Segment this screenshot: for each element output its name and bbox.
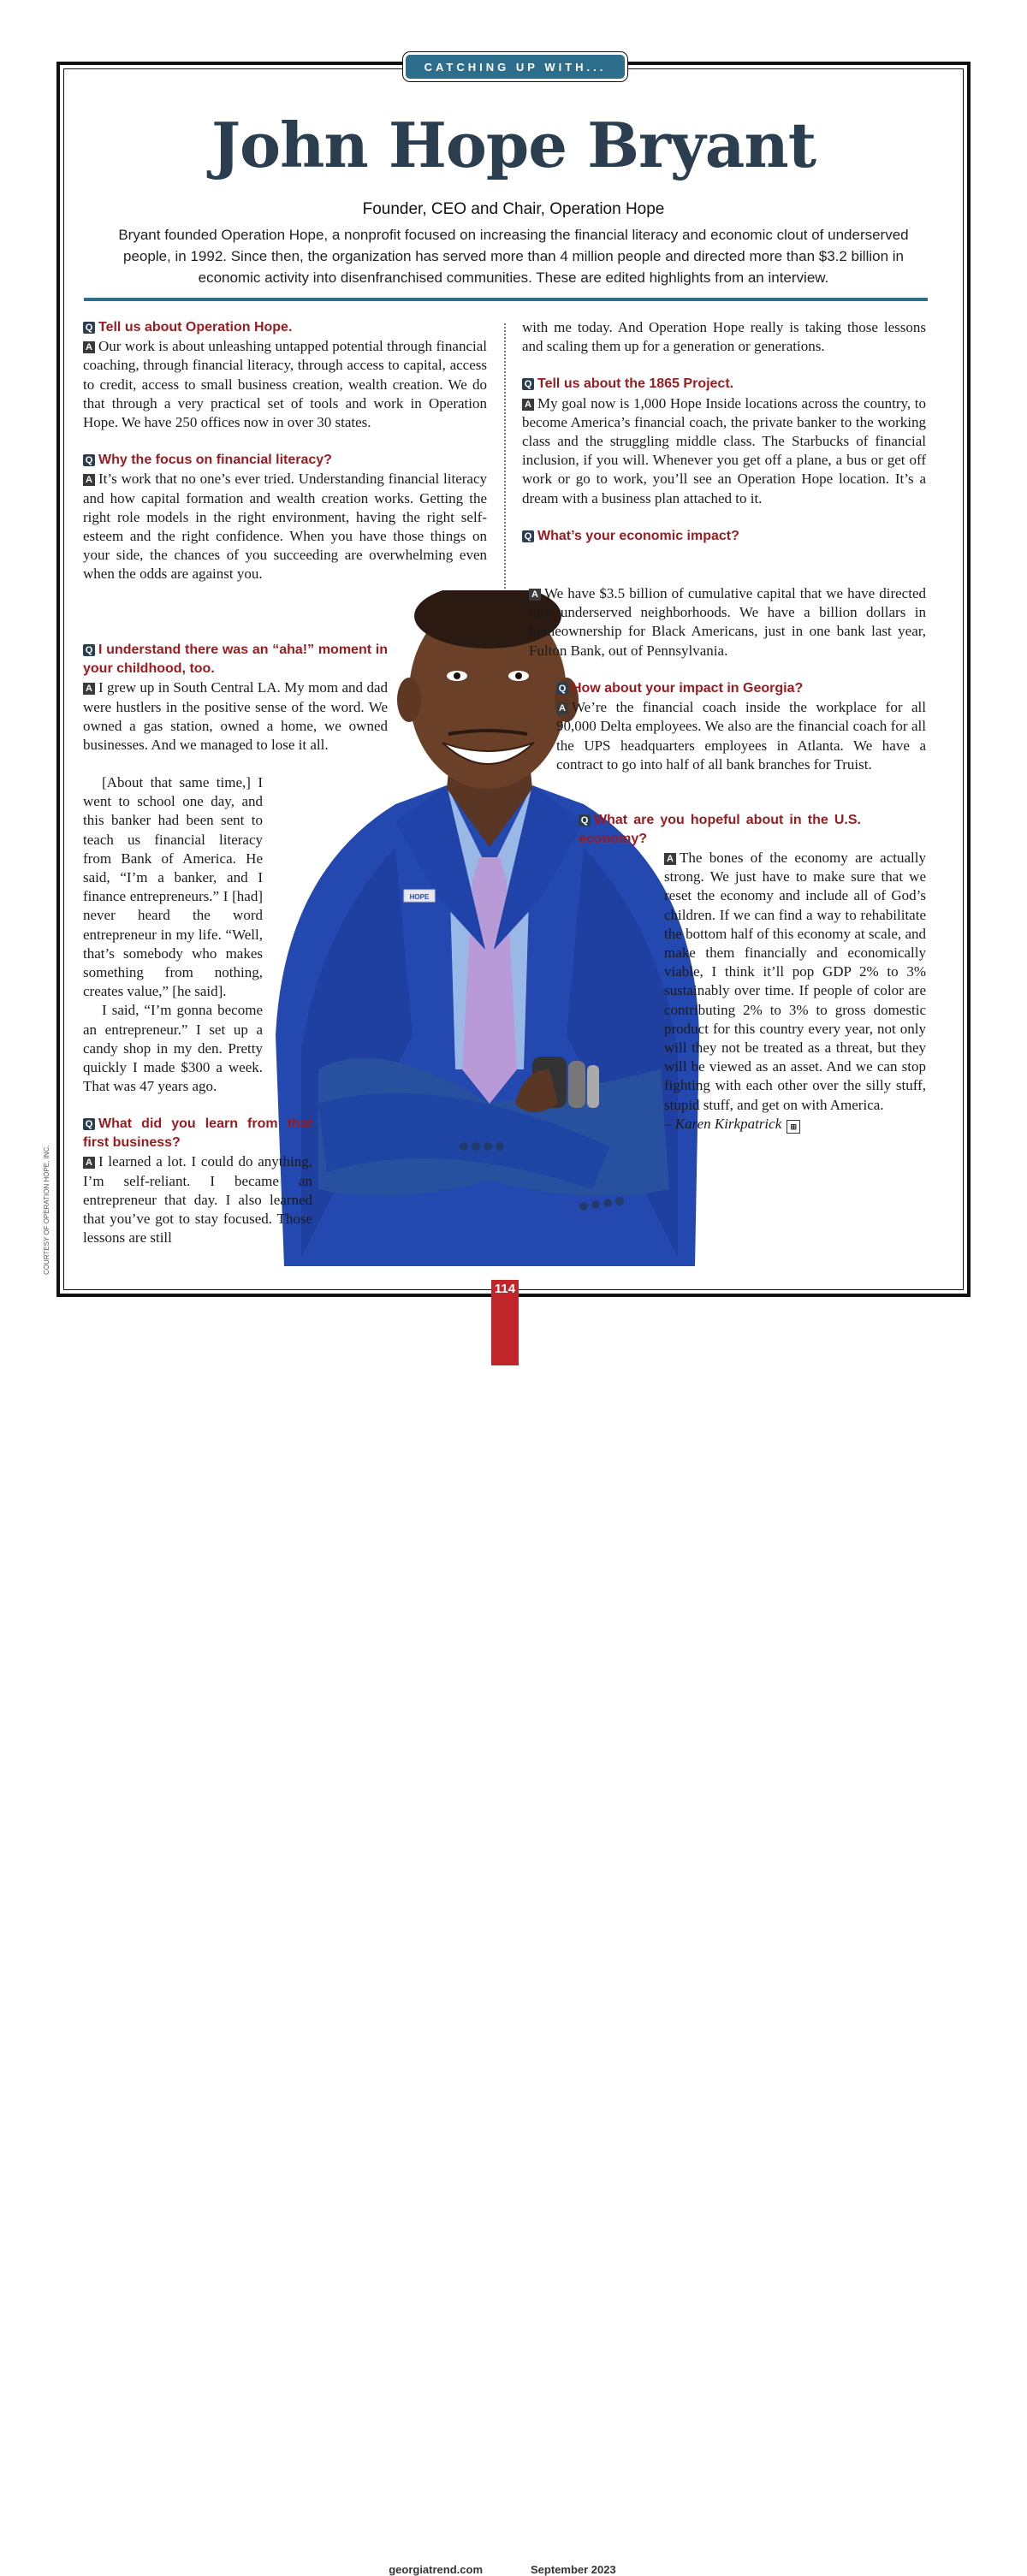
answer-4-continued: with me today. And Operation Hope really is taking those lessons and scaling them up for a generation or generations. [522,319,926,355]
q-badge: Q [522,530,534,542]
end-mark-icon: ⊞ [787,1120,800,1134]
answer-5: A My goal now is 1,000 Hope Inside locations across the country, to become America’s financial coach, the private banker to the working class and the struggling middle class. The Starbucks of financial inclusion, if you will. Whenever you get off a plane, a bus or get off work or go to work, you’ll see an Operation Hope location. It’s a dream with a business plan attached to it. [522,394,926,506]
q-badge: Q [556,683,568,695]
page-number: 114 [494,1282,516,1296]
footer-site: georgiatrend.com [389,2563,483,2576]
left-column-story [83,773,263,1096]
question-6: Q What’s your economic impact? [522,527,926,546]
article-subtitle: Founder, CEO and Chair, Operation Hope [362,200,665,218]
column-divider [504,323,506,599]
q-badge: Q [579,814,591,826]
answer-1: A Our work is about unleashing untapped potential through financial coaching, through financial literacy, through access to capital, access to credit, access to small business creation, wealth creation. We do that through a very practical set of tools and work in Operation Hope. We have 250 offices now in over 30 states. [83,338,487,431]
a-badge: A [556,702,568,714]
question-5: Q Tell us about the 1865 Project. [522,375,926,394]
article-intro: Bryant founded Operation Hope, a nonprofit focused on increasing the financial literacy and economic clout of underserved people, in 1992. Since then, the organization has served more than 4 million people and directed more than $3.2 billion in economic activity into disenfranchised communities. These are edited highlights from an interview. [118,227,909,286]
right-column-final [664,849,926,1134]
right-column [522,318,926,546]
byline: – Karen Kirkpatrick ⊞ [664,1115,926,1134]
answer-7: A We’re the financial coach inside the workplace for all 90,000 Delta employees. We also are the financial coach for all the UPS headquarters employees in Atlanta. We have a contract to go into half of all bank branches for Truist. [556,699,926,773]
svg-text:HOPE: HOPE [409,893,430,901]
section-tag: CATCHING UP WITH... [406,55,625,79]
question-2: Q Why the focus on financial literacy? [83,451,487,470]
answer-2: A It’s work that no one’s ever tried. Understanding financial literacy and how capital formation and wealth creation works. Getting the right role models in the right environment, having the right self-esteem and the right confidence. When you have those things on your side, the chances of you succeeding are overwhelming even when the odds are against you. [83,471,487,583]
answer-3-continued: [About that same time,] I went to school one day, and this banker had been sent to teach us financial literacy from Bank of America. He said, “I’m a banker, and I finance entrepreneurs.” I [had] never heard the word entrepreneur in my life. “Well, that’s somebody who makes something from nothing, creates value,” [he said]. [83,774,263,1000]
q-badge: Q [83,322,95,334]
left-column [83,318,487,584]
q-badge: Q [83,1118,95,1130]
right-column-hopeful [579,811,861,849]
a-badge: A [522,399,534,411]
q-badge: Q [83,454,95,466]
question-1: Q Tell us about Operation Hope. [83,318,487,337]
question-4: Q What did you learn from that first business? [83,1116,312,1151]
left-column-bottom [83,1115,312,1247]
header-rule [84,298,928,301]
a-badge: A [83,1157,95,1169]
question-3: Q I understand there was an “aha!” moment in your childhood, too. [83,643,388,677]
footer [0,1280,1027,2576]
a-badge: A [529,589,541,601]
q-badge: Q [83,644,95,656]
answer-6: A We have $3.5 billion of cumulative capital that we have directed into underserved neighborhoods. We have a billion dollars in homeownership for Black Americans, just in one bank last year, Fulton Bank, out of Pennsylvania. [529,585,926,659]
answer-3-end: I said, “I’m gonna become an entrepreneur.” I set up a candy shop in my den. Pretty quickly I made $300 a week. That was 47 years ago. [83,1002,263,1095]
question-7: Q How about your impact in Georgia? [556,679,926,698]
article-title: John Hope Bryant [211,109,816,181]
a-badge: A [83,341,95,353]
a-badge: A [83,474,95,486]
footer-date: September 2023 [531,2563,616,2576]
question-8: Q What are you hopeful about in the U.S. economy? [579,813,861,847]
right-column-impact [529,584,926,660]
answer-3: A I grew up in South Central LA. My mom and dad were hustlers in the positive sense of the word. We owned a gas station, owned a home, we owned businesses. And we managed to lose it all. [83,679,388,754]
left-column-lower [83,641,388,755]
answer-4: A I learned a lot. I could do anything, I’m self-reliant. I became an entrepreneur that day. I also learned that you’ve got to stay focused. Those lessons are still [83,1153,312,1247]
right-column-georgia [556,679,926,774]
photo-credit: COURTESY OF OPERATION HOPE, INC. [43,1145,50,1275]
q-badge: Q [522,378,534,390]
answer-8: A The bones of the economy are actually strong. We just have to make sure that we reset the economy and include all of God’s children. If we can find a way to rehabilitate the bottom half of this economy at scale, and make them financially and economically viable, I think it’ll pop GDP 2% to 3% sustainably over time. If people of color are contributing 2% to 3% to gross domestic product for this country every year, not only will they not be treated as a threat, but they will be viewed as an asset. And we can stop fighting with each other over the silly stuff, stupid stuff, and get on with America. [664,850,926,1113]
a-badge: A [83,683,95,695]
a-badge: A [664,853,676,865]
